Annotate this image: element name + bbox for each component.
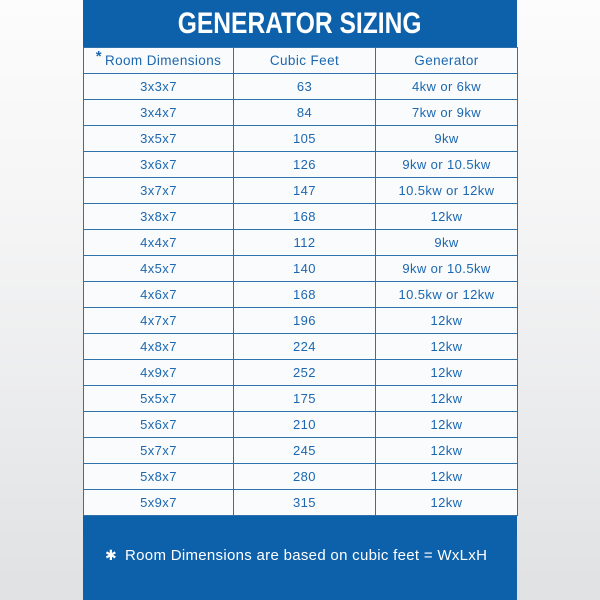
- cell-generator: 12kw: [376, 386, 518, 412]
- cell-generator: 12kw: [376, 308, 518, 334]
- cell-cubic-feet: 126: [234, 152, 376, 178]
- cell-room-dimensions: 5x6x7: [84, 412, 234, 438]
- cell-cubic-feet: 196: [234, 308, 376, 334]
- table-row: [84, 464, 518, 490]
- cell-room-dimensions: 5x9x7: [84, 490, 234, 516]
- table-body: [84, 74, 518, 516]
- cell-generator: 7kw or 9kw: [376, 100, 518, 126]
- cell-cubic-feet: 280: [234, 464, 376, 490]
- cell-cubic-feet: 175: [234, 386, 376, 412]
- table-row: [84, 100, 518, 126]
- cell-generator: 10.5kw or 12kw: [376, 178, 518, 204]
- cell-room-dimensions: 3x5x7: [84, 126, 234, 152]
- cell-cubic-feet: 105: [234, 126, 376, 152]
- footnote-text: Room Dimensions are based on cubic feet = WxLxH: [125, 546, 488, 564]
- cell-generator: 4kw or 6kw: [376, 74, 518, 100]
- cell-room-dimensions: 4x6x7: [84, 282, 234, 308]
- footnote: [83, 516, 517, 600]
- table-header: [84, 48, 518, 74]
- table-row: [84, 126, 518, 152]
- cell-room-dimensions: 4x7x7: [84, 308, 234, 334]
- table-row: [84, 178, 518, 204]
- cell-cubic-feet: 252: [234, 360, 376, 386]
- cell-cubic-feet: 224: [234, 334, 376, 360]
- cell-room-dimensions: 5x5x7: [84, 386, 234, 412]
- cell-cubic-feet: 168: [234, 204, 376, 230]
- cell-generator: 9kw: [376, 230, 518, 256]
- table-row: [84, 74, 518, 100]
- table-row: [84, 334, 518, 360]
- cell-cubic-feet: 210: [234, 412, 376, 438]
- table-row: [84, 230, 518, 256]
- cell-room-dimensions: 5x8x7: [84, 464, 234, 490]
- cell-room-dimensions: 4x4x7: [84, 230, 234, 256]
- asterisk-marker: *: [95, 48, 102, 65]
- cell-generator: 12kw: [376, 334, 518, 360]
- table-row: [84, 412, 518, 438]
- generator-sizing-poster: [83, 0, 517, 600]
- header-room-dimensions: [84, 48, 234, 74]
- cell-generator: 12kw: [376, 438, 518, 464]
- cell-room-dimensions: 3x6x7: [84, 152, 234, 178]
- cell-room-dimensions: 3x3x7: [84, 74, 234, 100]
- table-row: [84, 438, 518, 464]
- cell-generator: 12kw: [376, 464, 518, 490]
- table-row: [84, 282, 518, 308]
- cell-room-dimensions: 4x9x7: [84, 360, 234, 386]
- cell-room-dimensions: 3x7x7: [84, 178, 234, 204]
- generator-sizing-table: [83, 47, 518, 516]
- page-title: GENERATOR SIZING: [178, 6, 422, 40]
- cell-cubic-feet: 147: [234, 178, 376, 204]
- header-room-dimensions-label: Room Dimensions: [104, 53, 222, 68]
- cell-room-dimensions: 3x4x7: [84, 100, 234, 126]
- table-row: [84, 256, 518, 282]
- cell-room-dimensions: 4x8x7: [84, 334, 234, 360]
- cell-cubic-feet: 140: [234, 256, 376, 282]
- cell-generator: 12kw: [376, 490, 518, 516]
- cell-cubic-feet: 63: [234, 74, 376, 100]
- cell-generator: 9kw: [376, 126, 518, 152]
- cell-cubic-feet: 168: [234, 282, 376, 308]
- table-row: [84, 386, 518, 412]
- cell-room-dimensions: 5x7x7: [84, 438, 234, 464]
- cell-cubic-feet: 112: [234, 230, 376, 256]
- title-band: [83, 0, 517, 47]
- header-row: [84, 48, 518, 74]
- header-cubic-feet: Cubic Feet: [234, 48, 376, 74]
- footnote-star-icon: ✱: [105, 546, 118, 563]
- cell-generator: 12kw: [376, 204, 518, 230]
- table-row: [84, 490, 518, 516]
- cell-generator: 12kw: [376, 412, 518, 438]
- cell-cubic-feet: 84: [234, 100, 376, 126]
- cell-cubic-feet: 245: [234, 438, 376, 464]
- cell-generator: 9kw or 10.5kw: [376, 152, 518, 178]
- table-row: [84, 360, 518, 386]
- cell-cubic-feet: 315: [234, 490, 376, 516]
- table-row: [84, 308, 518, 334]
- table-row: [84, 152, 518, 178]
- cell-generator: 9kw or 10.5kw: [376, 256, 518, 282]
- header-generator: Generator: [376, 48, 518, 74]
- cell-room-dimensions: 3x8x7: [84, 204, 234, 230]
- cell-generator: 12kw: [376, 360, 518, 386]
- cell-room-dimensions: 4x5x7: [84, 256, 234, 282]
- cell-generator: 10.5kw or 12kw: [376, 282, 518, 308]
- table-row: [84, 204, 518, 230]
